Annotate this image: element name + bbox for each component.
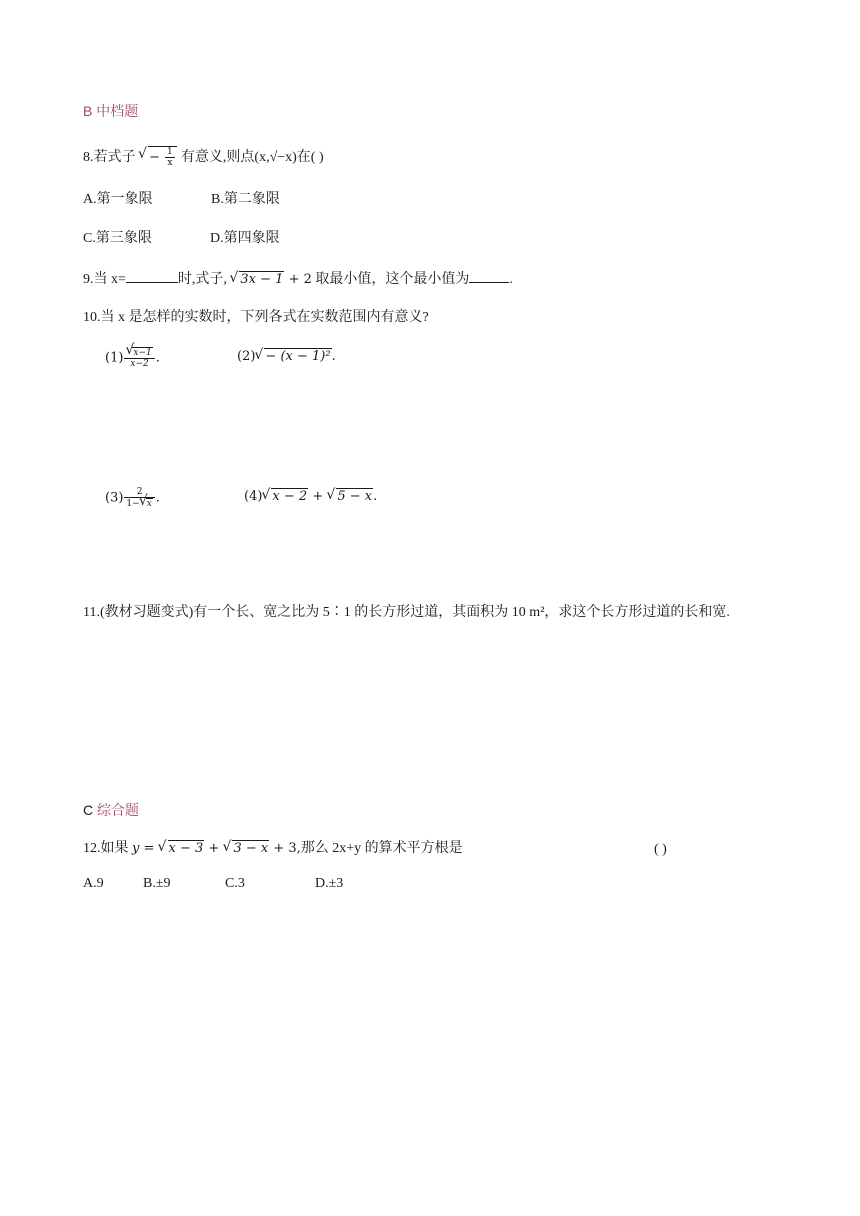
q12-prefix: 12.如果	[83, 841, 129, 856]
q8-suffix: 有意义,则点(x,√−x)在( )	[180, 150, 324, 165]
q10-part-3-fraction: $\frac{2}{1-√ x}$	[124, 487, 154, 509]
q10-part-2: (2)√ − (x − 1)².	[237, 347, 336, 367]
question-11: 11.(教材习题变式)有一个长、宽之比为 5∶1 的长方形过道，其面积为 10 m²，求这个长方形过道的长和宽.	[83, 605, 730, 620]
q10-part-1: (1) √ $\frac{x-1}{x-2}$ .	[105, 347, 160, 369]
section-c-title: C 综合题	[83, 802, 140, 818]
question-12	[83, 839, 463, 859]
q9-mid: 时,式子,	[177, 272, 227, 287]
q8-prefix: 8.若式子	[83, 150, 136, 165]
q12-suffix: 那么 2x+y 的算术平方根是	[300, 841, 463, 856]
question-10-stem: 10.当 x 是怎样的实数时，下列各式在实数范围内有意义?	[83, 310, 429, 325]
q9-prefix: 9.当 x=	[83, 272, 126, 287]
q8-fraction: $\frac{1}{x}$	[167, 147, 173, 168]
section-b-title: B 中档题	[83, 103, 139, 119]
q12-option-d: D.±3	[315, 876, 344, 891]
q9-suffix: 取最小值，这个最小值为	[315, 272, 470, 287]
q9-expression: √ 3x − 1 + 2	[230, 272, 311, 287]
q12-equation: y = √ x − 3 + √ 3 − x + 3,	[132, 841, 301, 856]
q12-option-b: B.±9	[143, 876, 171, 891]
q10-part-3: (3) $\frac{2}{1-√ x}$ .	[105, 487, 160, 509]
q12-answer-paren: ( )	[654, 842, 667, 857]
q9-blank-1	[126, 268, 178, 283]
question-9: 9.当 x= 时,式子, √ 3x − 1 + 2 取最小值，这个最小值为 .	[83, 268, 513, 290]
q12-option-a: A.9	[83, 876, 104, 891]
q12-option-c: C.3	[225, 876, 245, 891]
question-8	[83, 146, 324, 168]
q8-option-d: D.第四象限	[210, 231, 280, 246]
q8-option-b: B.第二象限	[211, 192, 280, 207]
q10-part-4: (4)√ x − 2 + √ 5 − x.	[244, 487, 377, 507]
q8-option-a: A.第一象限	[83, 192, 153, 207]
q9-blank-2	[469, 268, 509, 283]
q8-option-c: C.第三象限	[83, 231, 152, 246]
q8-sqrt-expr: √ − $\frac{1}{x}$	[139, 150, 181, 165]
q10-part-1-fraction: √ $\frac{x-1}{x-2}$	[124, 347, 154, 369]
